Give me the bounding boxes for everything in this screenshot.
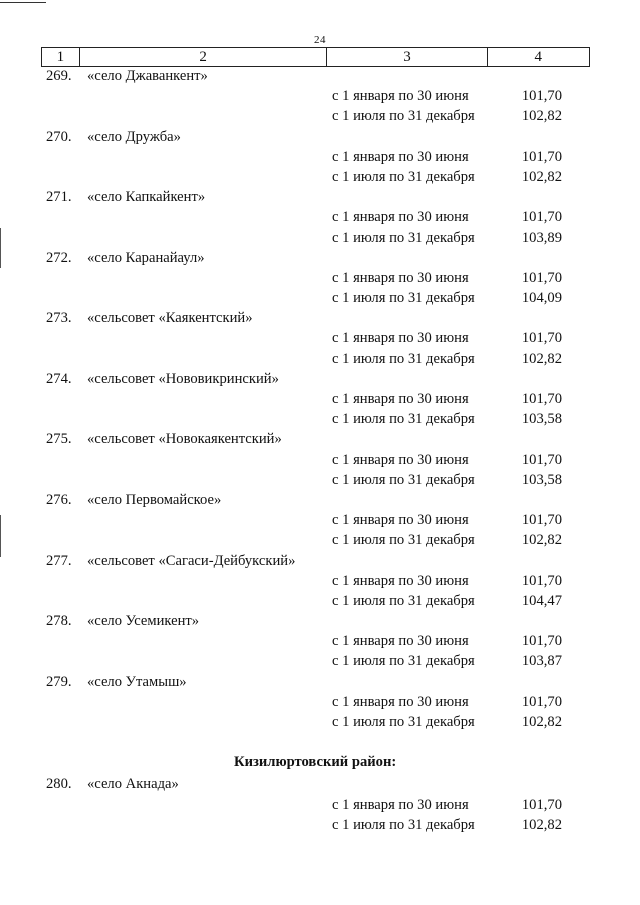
item-number: 276. (46, 491, 72, 508)
period-label: с 1 января по 30 июня (332, 633, 469, 650)
period-label: с 1 января по 30 июня (332, 391, 469, 407)
settlement-name: «село Каранайаул» (87, 249, 205, 266)
settlement-name: «село Дружба» (87, 128, 181, 145)
index-value: 101,70 (521, 693, 562, 710)
settlement-name: «село Утамыш» (87, 673, 187, 690)
list-item (0, 248, 640, 268)
table-row (0, 631, 640, 651)
period-label: с 1 января по 30 июня (332, 269, 469, 286)
index-value: 101,70 (521, 269, 562, 286)
item-number: 278. (46, 613, 72, 630)
period-label: с 1 июля по 31 декабря (332, 714, 475, 730)
table-row (0, 167, 640, 187)
table-row (0, 288, 640, 308)
settlement-name: «село Капкайкент» (87, 189, 206, 206)
item-number: 270. (46, 128, 72, 145)
table-row (0, 795, 640, 815)
index-value: 102,82 (521, 816, 562, 833)
table-row (0, 712, 640, 732)
item-number: 272. (46, 249, 72, 266)
table-header (41, 47, 590, 67)
period-label: с 1 июля по 31 декабря (332, 290, 475, 307)
table-row (0, 692, 640, 712)
period-label: с 1 января по 30 июня (332, 148, 469, 165)
page-number: 24 (314, 34, 326, 46)
index-value: 101,70 (521, 88, 562, 105)
index-value: 101,70 (521, 633, 562, 650)
index-value: 103,87 (521, 653, 562, 670)
index-value: 101,70 (521, 572, 562, 589)
table-row (0, 106, 640, 126)
table-row (0, 328, 640, 348)
period-label: с 1 января по 30 июня (332, 88, 469, 105)
period-label: с 1 января по 30 июня (332, 209, 469, 226)
table-body (0, 66, 640, 835)
list-item (0, 672, 640, 692)
settlement-name: «село Усемикент» (87, 613, 200, 630)
table-row (0, 651, 640, 671)
column-header-3-label: 3 (403, 49, 411, 65)
item-number: 269. (46, 68, 72, 84)
period-label: с 1 июля по 31 декабря (332, 411, 475, 428)
period-label: с 1 июля по 31 декабря (332, 592, 475, 609)
list-item (0, 187, 640, 207)
column-header-3 (327, 48, 487, 67)
period-label: с 1 июля по 31 декабря (332, 532, 475, 549)
table-row (0, 530, 640, 550)
period-label: с 1 января по 30 июня (332, 796, 469, 813)
settlement-name: «сельсовет «Сагаси-Дейбукский» (87, 552, 296, 569)
period-label: с 1 июля по 31 декабря (332, 229, 475, 246)
list-item (0, 429, 640, 449)
period-label: с 1 июля по 31 декабря (332, 653, 475, 670)
index-value: 101,70 (521, 451, 562, 468)
period-label: с 1 января по 30 июня (332, 330, 469, 347)
top-rule (0, 2, 46, 3)
settlement-name: «сельсовет «Новокаякентский» (87, 431, 282, 448)
settlement-name: «село Джаванкент» (87, 68, 208, 84)
index-value: 104,47 (521, 592, 562, 609)
table-row (0, 409, 640, 429)
table-row (0, 268, 640, 288)
settlement-name: «село Акнада» (87, 776, 179, 793)
column-header-1: 1 (42, 48, 80, 67)
period-label: с 1 января по 30 июня (332, 512, 469, 529)
index-value: 101,70 (521, 391, 562, 407)
index-value: 103,58 (521, 411, 562, 428)
table-row (0, 510, 640, 530)
list-item (0, 308, 640, 328)
section-row (0, 752, 640, 774)
table-row (0, 470, 640, 490)
item-number: 273. (46, 310, 72, 327)
period-label: с 1 января по 30 июня (332, 451, 469, 468)
item-number: 279. (46, 673, 72, 690)
index-value: 103,58 (521, 471, 562, 488)
index-value: 102,82 (521, 714, 562, 730)
table-row (0, 815, 640, 835)
period-label: с 1 января по 30 июня (332, 693, 469, 710)
period-label: с 1 июля по 31 декабря (332, 471, 475, 488)
item-number: 274. (46, 370, 72, 387)
item-number: 280. (46, 776, 72, 793)
list-item (0, 490, 640, 510)
item-number: 277. (46, 552, 72, 569)
settlement-name: «сельсовет «Нововикринский» (87, 370, 279, 387)
index-value: 103,89 (521, 229, 562, 246)
index-value: 102,82 (521, 350, 562, 367)
column-header-2: 2 (79, 48, 327, 67)
list-item (0, 774, 640, 794)
table-row (0, 349, 640, 369)
period-label: с 1 июля по 31 декабря (332, 168, 475, 185)
spacer-row (0, 732, 640, 752)
table-row (0, 207, 640, 227)
table-row (0, 228, 640, 248)
index-value: 102,82 (521, 532, 562, 549)
settlement-name: «сельсовет «Каякентский» (87, 310, 253, 327)
index-value: 101,70 (521, 148, 562, 165)
table-row (0, 147, 640, 167)
index-value: 101,70 (521, 330, 562, 347)
table-row (0, 571, 640, 591)
index-value: 104,09 (521, 290, 562, 307)
item-number: 275. (46, 431, 72, 448)
item-number: 271. (46, 189, 72, 206)
list-item (0, 611, 640, 631)
index-value: 101,70 (521, 209, 562, 226)
period-label: с 1 июля по 31 декабря (332, 816, 475, 833)
period-label: с 1 июля по 31 декабря (332, 350, 475, 367)
list-item (0, 127, 640, 147)
settlement-name: «село Первомайское» (87, 491, 222, 508)
list-item (0, 66, 640, 86)
index-value: 101,70 (521, 512, 562, 529)
table-row (0, 389, 640, 409)
index-value: 101,70 (521, 796, 562, 813)
column-header-4: 4 (487, 48, 589, 67)
period-label: с 1 января по 30 июня (332, 572, 469, 589)
table-row (0, 86, 640, 106)
table-row (0, 450, 640, 470)
list-item (0, 369, 640, 389)
section-title: Кизилюртовский район: (234, 754, 397, 771)
period-label: с 1 июля по 31 декабря (332, 108, 475, 125)
list-item (0, 551, 640, 571)
table-row (0, 591, 640, 611)
index-value: 102,82 (521, 108, 562, 125)
index-value: 102,82 (521, 168, 562, 185)
